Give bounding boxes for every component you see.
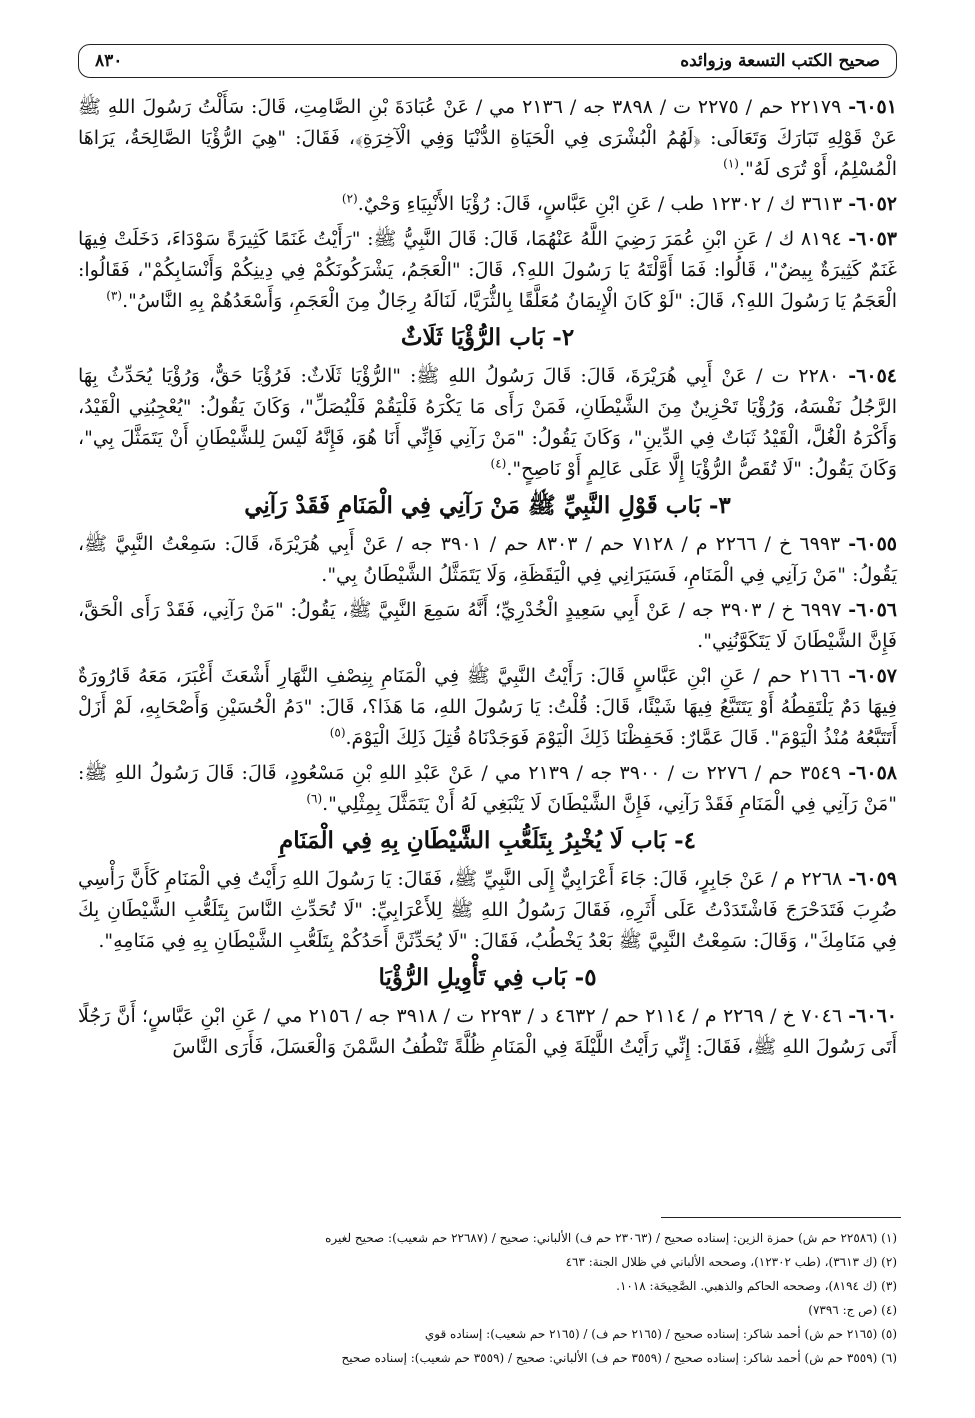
hadith-refs: ٦٩٩٧ خ / ٣٩٠٣ جه / عَنْ أَبِي سَعِيدٍ الْخُدْرِيِّ؛ <box>494 599 842 621</box>
book-title: صحيح الكتب التسعة وزوائده <box>680 51 880 71</box>
chapter-heading: ٤- بَاب لَا يُخْبِرُ بِتَلَعُّبِ الشَّيْطَانِ بِهِ فِي الْمَنَامِ <box>278 827 697 854</box>
hadith-6054 <box>78 361 897 485</box>
footnote-ref: (٤) <box>490 456 507 471</box>
footnotes <box>78 1226 897 1370</box>
hadith-text: سَأَلْتُ رَسُولَ اللهِ ﷺ عَنْ قَوْلِهِ تَبَارَكَ وَتَعَالَى: ﴿لَهُمُ الْبُشْرَى فِي الْحَيَاةِ الدُّنْيَا وَفِي الْآخِرَةِ﴾، فَقَالَ: "هِيَ الرُّؤْيَا الصَّالِحَةُ، يَرَاهَا الْمُسْلِمُ، أَوْ تُرَى لَهُ". <box>78 96 897 180</box>
hadith-6056 <box>78 595 897 657</box>
footnote: (٣) (ك ٨١٩٤)، وصححه الحاكم والذهبي. الصَّحِيحَة: ١٠١٨. <box>616 1279 897 1293</box>
hadith-refs: ٣٦١٣ ك / ١٢٣٠٢ طب / عَنِ ابْنِ عَبَّاسٍ، قَالَ: <box>495 193 843 215</box>
hadith-number: ٦٠٥٢- <box>848 193 897 215</box>
hadith-number: ٦٠٥٧- <box>848 665 897 687</box>
hadith-text: "رَأَيْتُ غَنَمًا كَثِيرَةً سَوْدَاءَ، دَخَلَتْ فِيهَا غَنَمٌ كَثِيرَةٌ بِيضٌ"، قَالُوا: فَمَا أَوَّلْتَهُ يَا رَسُولَ اللهِ؟، قَالَ: "الْعَجَمُ، يَشْرَكُونَكُمْ فِي دِينِكُمْ وَأَنْسَابِكُمْ"، فَقَالُوا: الْعَجَمُ يَا رَسُولَ اللهِ؟، قَالَ: "لَوْ كَانَ الْإِيمَانُ مُعَلَّقًا بِالثُّرَيَّا، لَنَالَهُ رِجَالٌ مِنَ الْعَجَمِ، وَأَسْعَدُهُمْ بِهِ النَّاسُ". <box>78 228 897 312</box>
hadith-number: ٦٠٥٩- <box>848 868 897 890</box>
footnote-ref: (٥) <box>329 725 346 740</box>
footnote: (١) (٢٢٥٨٦ حم ش) حمزة الزين: إسناده صحيح / (٢٣٠٦٣ حم ف) الألباني: صحيح / (٢٢٦٨٧ حم شعيب): صحيح لغيره <box>325 1231 897 1245</box>
footnote-ref: (٢) <box>341 191 358 206</box>
hadith-text: رُؤْيَا الأَنْبِيَاءِ وَحْيٌ. <box>357 193 490 215</box>
hadith-6058 <box>78 758 897 820</box>
footnote-ref: (٣) <box>106 288 123 303</box>
hadith-text: أَنَّ رَجُلًا أَتَى رَسُولَ اللهِ ﷺ، فَقَالَ: إِنِّي رَأَيْتُ اللَّيْلَةَ فِي الْمَنَامِ ظُلَّةً تَنْطُفُ السَّمْنَ وَالْعَسَلَ، فَأَرَى النَّاسَ <box>78 1005 897 1058</box>
hadith-number: ٦٠٥١- <box>848 96 897 118</box>
hadith-6053 <box>78 224 897 317</box>
hadith-refs: ٢١٦٦ حم / عَنِ ابْنِ عَبَّاسٍ قَالَ: <box>590 665 841 687</box>
footnote: (٤) (ص ج: ٧٣٩٦) <box>808 1303 897 1317</box>
hadith-number: ٦٠٥٥- <box>848 533 897 555</box>
hadith-refs: ٢٢٨٠ ت / عَنْ أَبِي هُرَيْرَةَ، قَالَ: قَالَ رَسُولُ اللهِ ﷺ: <box>410 365 840 387</box>
hadith-refs: ٧٠٤٦ خ / ٢٢٦٩ م / ٢١١٤ حم / ٤٦٣٢ د / ٢٢٩٣ ت / ٣٩١٨ جه / ٢١٥٦ مي / عَنِ ابْنِ عَبَّاسٍ؛ <box>142 1005 843 1027</box>
hadith-number: ٦٠٥٨- <box>848 762 897 784</box>
footnote-ref: (٦) <box>306 791 323 806</box>
hadith-number: ٦٠٥٦- <box>848 599 897 621</box>
hadith-refs: ٣٥٤٩ حم / ٢٢٧٦ ت / ٣٩٠٠ جه / ٢١٣٩ مي / عَنْ عَبْدِ اللهِ بْنِ مَسْعُودٍ، قَالَ: <box>241 762 841 784</box>
footnote: (٦) (٣٥٥٩ حم ش) أحمد شاكر: إسناده صحيح / (٣٥٥٩ حم ف) الألباني: صحيح / (٣٥٥٩ حم شعيب): إسناده صحيح <box>341 1351 897 1365</box>
hadith-6055 <box>78 529 897 591</box>
footnote-ref: (١) <box>723 156 739 171</box>
hadith-text: أَنَّهُ سَمِعَ النَّبِيَّ ﷺ، يَقُولُ: "مَنْ رَآنِي، فَقَدْ رَأَى الْحَقَّ، فَإِنَّ الشَّيْطَانَ لَا يَتَكَوَّنُنِي". <box>78 599 897 652</box>
hadith-text: رَأَيْتُ النَّبِيَّ ﷺ فِي الْمَنَامِ بِنِصْفِ النَّهَارِ أَشْعَثَ أَغْبَرَ، مَعَهُ قَارُورَةٌ فِيهَا دَمٌ يَلْتَقِطُهُ أَوْ يَتَتَبَّعُ فِيهَا شَيْئًا، قَالَ: قُلْتُ: يَا رَسُولَ اللهِ، مَا هَذَا؟، قَالَ: "دَمُ الْحُسَيْنِ وَأَصْحَابِهِ، لَمْ أَزَلْ أَتَتَبَّعُهُ مُنْذُ الْيَوْمَ". قَالَ عَمَّارٌ: فَحَفِظْنَا ذَلِكَ الْيَوْمَ فَوَجَدْنَاهُ قُتِلَ ذَلِكَ الْيَوْمَ. <box>78 665 897 749</box>
hadith-6060 <box>78 1001 897 1063</box>
hadith-text: قَالَ رَسُولُ اللهِ ﷺ: "مَنْ رَآنِي فِي الْمَنَامِ فَقَدْ رَآنِي، فَإِنَّ الشَّيْطَانَ لَا يَنْبَغِي لَهُ أَنْ يَتَمَثَّلَ بِمِثْلِي". <box>78 762 897 815</box>
page-number: ٨٣٠ <box>95 51 123 71</box>
hadith-number: ٦٠٦٠- <box>848 1005 897 1027</box>
hadith-text: جَاءَ أَعْرَابِيٌّ إِلَى النَّبِيِّ ﷺ، فَقَالَ: يَا رَسُولَ اللهِ رَأَيْتُ فِي الْمَنَامِ كَأَنَّ رَأْسِي ضُرِبَ فَتَدَحْرَجَ فَاشْتَدَدْتُ عَلَى أَثَرِهِ، فَقَالَ رَسُولُ اللهِ ﷺ لِلأَعْرَابِيِّ: "لَا تُحَدِّثِ النَّاسَ بِتَلَعُّبِ الشَّيْطَانِ بِكَ فِي مَنَامِكَ"، وَقَالَ: سَمِعْتُ النَّبِيَّ ﷺ بَعْدُ يَخْطُبُ، فَقَالَ: "لَا يُحَدِّثَنَّ أَحَدُكُمْ بِتَلَعُّبِ الشَّيْطَانِ بِهِ فِي مَنَامِهِ". <box>78 868 897 952</box>
footnote: (٢) (ك ٣٦١٣)، (طب ١٢٣٠٢)، وصححه الألباني في ظلال الجنة: ٤٦٣ <box>565 1255 897 1269</box>
hadith-text: "الرُّؤْيَا ثَلَاثٌ: فَرُؤْيَا حَقٌّ، وَرُؤْيَا يُحَدِّثُ بِهَا الرَّجُلُ نَفْسَهُ، وَرُؤْيَا تَحْزِينٌ مِنَ الشَّيْطَانِ، فَمَنْ رَأَى مَا يَكْرَهُ فَلْيَقُمْ فَلْيُصَلِّ"، وَكَانَ يَقُولُ: "يُعْجِبُنِي الْقَيْدُ، وَأَكْرَهُ الْغُلَّ، الْقَيْدُ ثَبَاتٌ فِي الدِّينِ"، وَكَانَ يَقُولُ: "مَنْ رَآنِي فَإِنِّي أَنَا هُوَ، فَإِنَّهُ لَيْسَ لِلشَّيْطَانِ أَنْ يَتَمَثَّلَ بِي"، وَكَانَ يَقُولُ: "لَا تُقَصُّ الرُّؤْيَا إِلَّا عَلَى عَالِمٍ أَوْ نَاصِحٍ". <box>78 365 897 480</box>
hadith-refs: ٦٩٩٣ خ / ٢٢٦٦ م / ٧١٢٨ حم / ٨٣٠٣ حم / ٣٩٠١ جه / عَنْ أَبِي هُرَيْرَةَ، قَالَ: <box>224 533 841 555</box>
chapter-heading: ٣- بَاب قَوْلِ النَّبِيِّ ﷺ مَنْ رَآنِي فِي الْمَنَامِ فَقَدْ رَآنِي <box>244 492 731 519</box>
hadith-6051 <box>78 92 897 185</box>
chapter-heading: ٥- بَاب فِي تَأْوِيلِ الرُّؤْيَا <box>378 964 597 991</box>
main-content <box>78 92 897 1067</box>
footnote: (٥) (٢١٦٥ حم ش) أحمد شاكر: إسناده صحيح / (٢١٦٥ حم ف) / (٢١٦٥ حم شعيب): إسناده قوي <box>424 1327 897 1341</box>
hadith-number: ٦٠٥٣- <box>848 228 897 250</box>
hadith-text: سَمِعْتُ النَّبِيَّ ﷺ، يَقُولُ: "مَنْ رَآنِي فِي الْمَنَامِ، فَسَيَرَانِي فِي الْيَقَظَةِ، وَلَا يَتَمَثَّلُ الشَّيْطَانُ بِي". <box>78 533 897 586</box>
hadith-6057 <box>78 661 897 754</box>
chapter-heading: ٢- بَاب الرُّؤْيَا ثَلَاثٌ <box>400 324 575 351</box>
hadith-number: ٦٠٥٤- <box>848 365 897 387</box>
hadith-6052 <box>78 189 897 220</box>
footnote-divider <box>661 1217 901 1218</box>
hadith-refs: ٨١٩٤ ك / عَنِ ابْنِ عُمَرَ رَضِيَ اللَّهُ عَنْهُمَا، قَالَ: قَالَ النَّبِيُّ ﷺ: <box>367 228 842 250</box>
page-header <box>78 44 897 78</box>
hadith-refs: ٢٢٦٨ م / عَنْ جَابِرٍ، قَالَ: <box>652 868 843 890</box>
hadith-6059 <box>78 864 897 957</box>
hadith-refs: ٢٢١٧٩ حم / ٢٢٧٥ ت / ٣٨٩٨ جه / ٢١٣٦ مي / عَنْ عُبَادَةَ بْنِ الصَّامِتِ، قَالَ: <box>251 96 842 118</box>
